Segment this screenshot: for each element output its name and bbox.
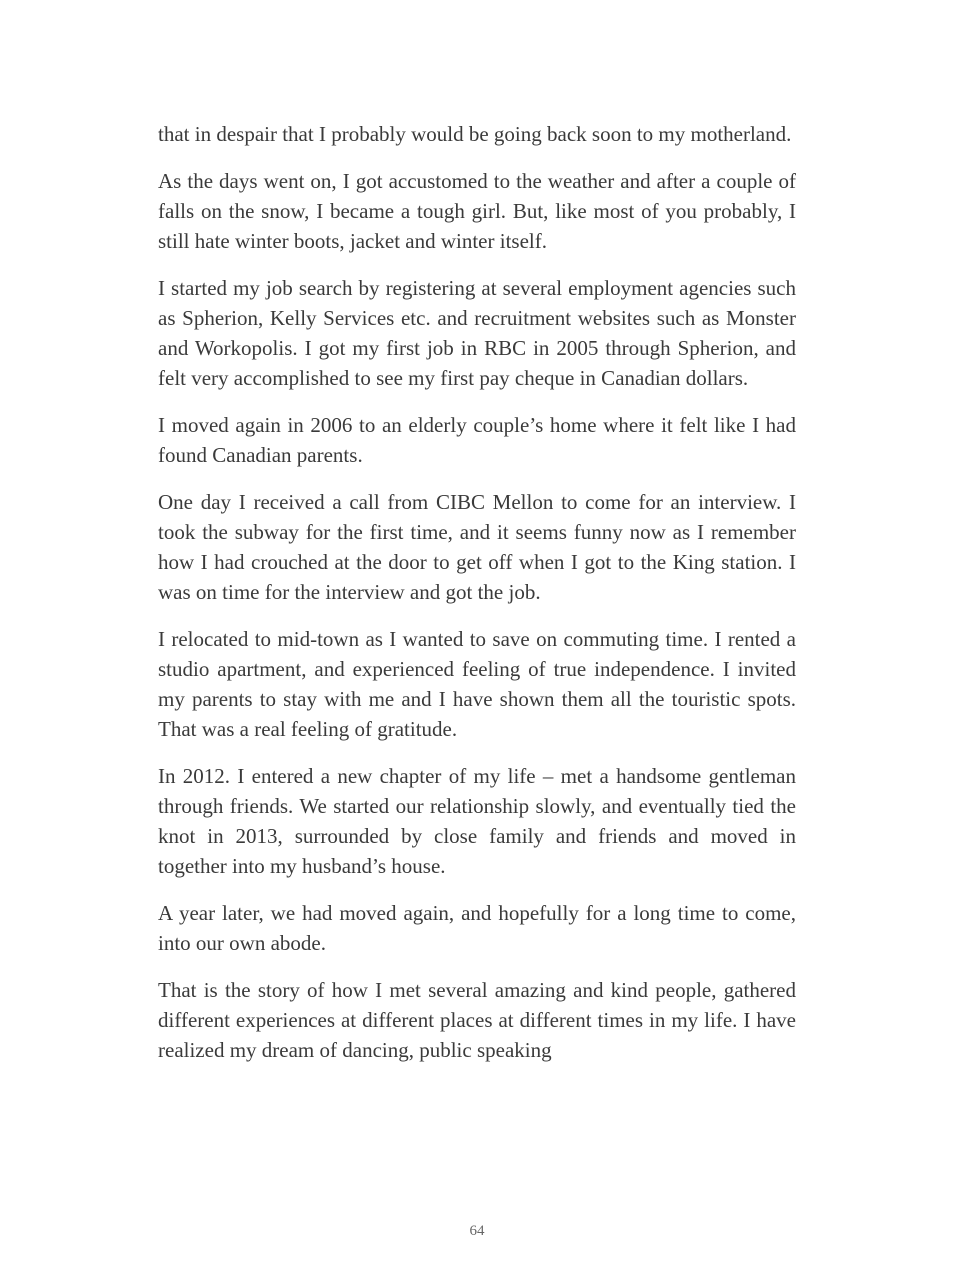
paragraph: I moved again in 2006 to an elderly couple’s home where it felt like I had found Canadian parents. bbox=[158, 413, 796, 467]
paragraph: In 2012. I entered a new chapter of my life – met a handsome gentleman through friends. We started our relationship slowly, and eventually tied the knot in 2013, surrounded by close family and friends and moved in together into my husband’s house. bbox=[158, 764, 796, 878]
paragraph: One day I received a call from CIBC Mellon to come for an interview. I took the subway for the first time, and it seems funny now as I remember how I had crouched at the door to get off when I got to the King station. I was on time for the interview and got the job. bbox=[158, 490, 796, 604]
paragraph: I started my job search by registering at several employment agencies such as Spherion, Kelly Services etc. and recruitment websites such as Monster and Workopolis. I got my first job in RBC in 2005 through Spherion, and felt very accomplished to see my first pay cheque in Canadian dollars. bbox=[158, 276, 796, 390]
paragraph: I relocated to mid-town as I wanted to save on commuting time. I rented a studio apartment, and experienced feeling of true independence. I invited my parents to stay with me and I have shown them all the touristic spots. That was a real feeling of gratitude. bbox=[158, 627, 796, 741]
paragraph: A year later, we had moved again, and hopefully for a long time to come, into our own abode. bbox=[158, 901, 796, 955]
body-text bbox=[158, 119, 796, 1082]
page-number: 64 bbox=[469, 1223, 485, 1239]
paragraph: that in despair that I probably would be going back soon to my motherland. bbox=[158, 122, 792, 146]
paragraph: That is the story of how I met several amazing and kind people, gathered different experiences at different places at different times in my life. I have realized my dream of dancing, public speaking bbox=[158, 978, 796, 1062]
paragraph: As the days went on, I got accustomed to the weather and after a couple of falls on the snow, I became a tough girl. But, like most of you probably, I still hate winter boots, jacket and winter itself. bbox=[158, 169, 796, 253]
